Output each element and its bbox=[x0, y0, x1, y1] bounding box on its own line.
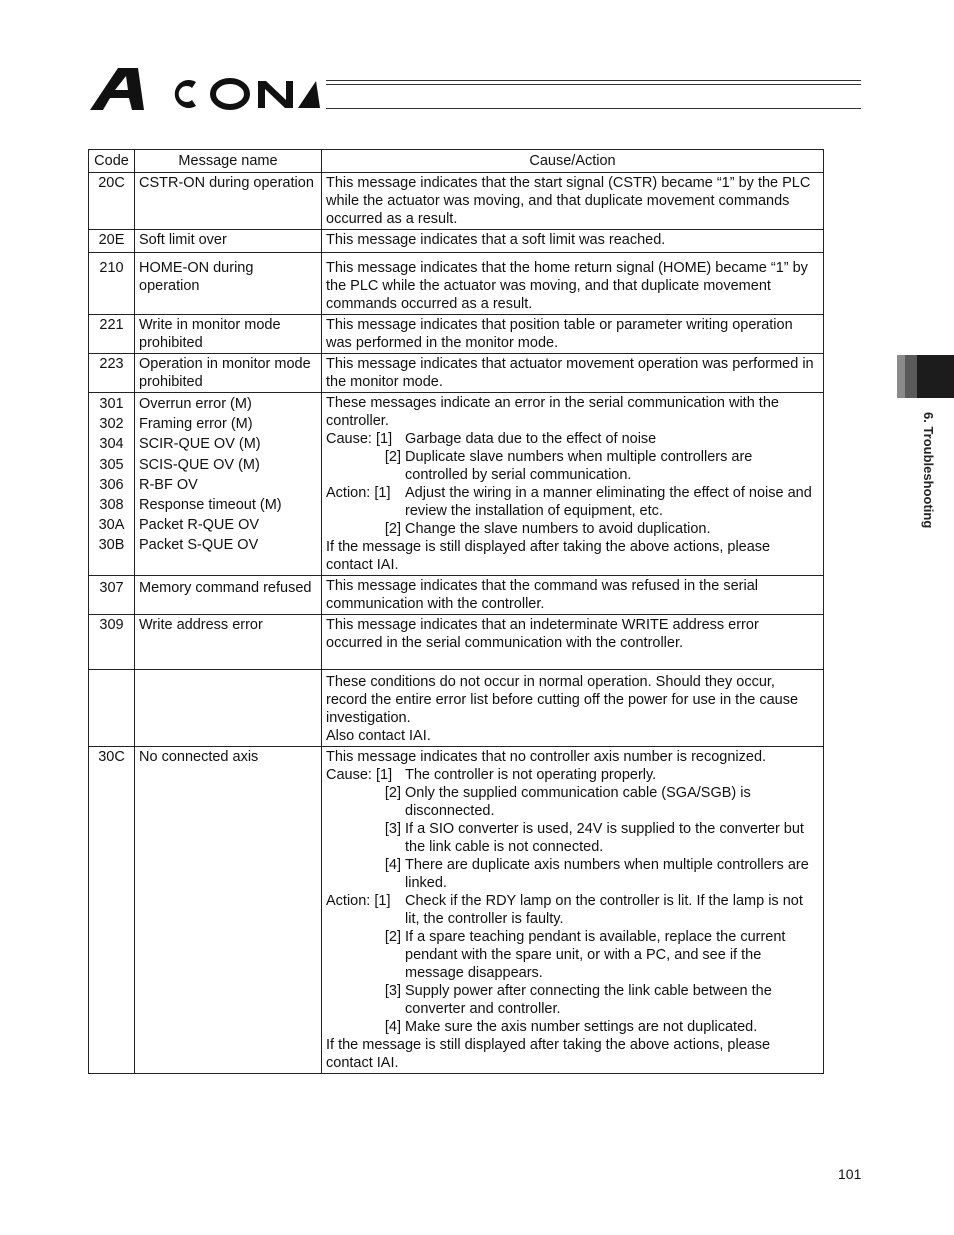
row-code: 210 bbox=[89, 253, 135, 315]
action-line bbox=[326, 484, 819, 520]
name-item: R-BF OV bbox=[139, 476, 198, 493]
row-cause: This message indicates that an indeterminate WRITE address error occurred in the serial communication with the controller. bbox=[322, 615, 824, 670]
header-code: Code bbox=[89, 150, 135, 173]
code-item: 306 bbox=[99, 476, 124, 493]
row-code: 20E bbox=[89, 230, 135, 253]
cause-label bbox=[326, 766, 405, 784]
header-rule-2 bbox=[326, 84, 861, 85]
row-name: Operation in monitor mode prohibited bbox=[135, 354, 322, 393]
name-item: Packet S-QUE OV bbox=[139, 537, 259, 554]
action-text: Supply power after connecting the link cable between the converter and controller. bbox=[405, 983, 772, 1017]
table-row bbox=[89, 354, 824, 393]
side-tab-marker-dark bbox=[917, 355, 954, 398]
action-text: Make sure the axis number settings are not duplicated. bbox=[405, 1019, 758, 1035]
header-rule-3 bbox=[326, 108, 861, 109]
cause-line bbox=[326, 430, 819, 448]
label-text: Cause: bbox=[326, 767, 372, 783]
serial-cause bbox=[322, 393, 824, 576]
row-cause: This message indicates that actuator movement operation was performed in the monitor mode. bbox=[322, 354, 824, 393]
code-item: 305 bbox=[99, 456, 124, 473]
item-number: [4] bbox=[384, 1019, 401, 1035]
action-text: Change the slave numbers to avoid duplication. bbox=[405, 521, 711, 537]
item-number: [1] bbox=[375, 431, 393, 447]
name-item: Packet R-QUE OV bbox=[139, 517, 260, 534]
table-header-row bbox=[89, 150, 824, 173]
table-row bbox=[89, 230, 824, 253]
action-line bbox=[326, 520, 819, 538]
row-note bbox=[322, 670, 824, 747]
acon-logo bbox=[88, 62, 328, 114]
name-item: Framing error (M) bbox=[139, 416, 253, 433]
side-tab-marker-mid bbox=[905, 355, 917, 398]
row-code: 309 bbox=[89, 615, 135, 670]
cause-text: Garbage data due to the effect of noise bbox=[405, 431, 657, 447]
row-name: Memory command refused bbox=[135, 576, 322, 615]
item-number: [3] bbox=[384, 983, 401, 999]
code-item: 304 bbox=[99, 436, 124, 453]
error-code-table bbox=[88, 149, 824, 1074]
action-label bbox=[326, 484, 405, 520]
code-item: 30A bbox=[98, 517, 125, 534]
intro-text: This message indicates that no controller axis number is recognized. bbox=[326, 749, 767, 765]
header-cause-action: Cause/Action bbox=[322, 150, 824, 173]
item-number: [1] bbox=[374, 485, 391, 501]
cause-text: Only the supplied communication cable (SGA/SGB) is disconnected. bbox=[405, 785, 751, 819]
code-item: 301 bbox=[99, 396, 124, 412]
item-number: [3] bbox=[384, 821, 401, 837]
row-cause: This message indicates that the home return signal (HOME) became “1” by the PLC while the actuator was moving, and that duplicate movement commands occurred as a result. bbox=[322, 253, 824, 315]
header-rule-1 bbox=[326, 80, 861, 81]
name-item: SCIS-QUE OV (M) bbox=[139, 456, 260, 473]
side-tab-label: 6. Troubleshooting bbox=[921, 412, 936, 529]
cause-label bbox=[326, 430, 405, 448]
row-name: Write in monitor mode prohibited bbox=[135, 315, 322, 354]
item-number: [1] bbox=[375, 767, 393, 783]
label-text: Action: bbox=[326, 893, 371, 909]
item-number: [1] bbox=[374, 893, 391, 909]
action-text: Adjust the wiring in a manner eliminating the effect of noise and review the installation of equipment, etc. bbox=[405, 485, 812, 519]
table-row bbox=[89, 253, 824, 315]
name-item: Overrun error (M) bbox=[139, 396, 252, 412]
cause-line bbox=[326, 820, 819, 856]
name-item: Response timeout (M) bbox=[139, 497, 282, 514]
action-line bbox=[326, 982, 819, 1018]
serial-names bbox=[135, 393, 322, 576]
action-text: Check if the RDY lamp on the controller is lit. If the lamp is not lit, the controller is faulty. bbox=[405, 893, 803, 927]
name-item: SCIR-QUE OV (M) bbox=[139, 436, 261, 453]
table-row bbox=[89, 747, 824, 1074]
row-name: CSTR-ON during operation bbox=[135, 173, 322, 230]
row-code: 221 bbox=[89, 315, 135, 354]
action-text: If a spare teaching pendant is available, replace the current pendant with the spare unit, or with a PC, and see if the message disappears. bbox=[405, 929, 786, 981]
header-message-name: Message name bbox=[135, 150, 322, 173]
cause-text: If a SIO converter is used, 24V is supplied to the converter but the link cable is not connected. bbox=[405, 821, 804, 855]
cause-line bbox=[326, 856, 819, 892]
table-row bbox=[89, 315, 824, 354]
label-text: Action: bbox=[326, 485, 371, 501]
row-cause bbox=[322, 747, 824, 1074]
row-name: HOME-ON during operation bbox=[135, 253, 322, 315]
cause-line bbox=[326, 766, 819, 784]
row-name-empty bbox=[135, 670, 322, 747]
table-row bbox=[89, 173, 824, 230]
table-row bbox=[89, 576, 824, 615]
cause-line bbox=[326, 784, 819, 820]
note-text: These conditions do not occur in normal operation. Should they occur, record the entire error list before cutting off the power for use in the cause investigation. bbox=[326, 674, 799, 726]
row-cause: This message indicates that the command was refused in the serial communication with the controller. bbox=[322, 576, 824, 615]
outro-text: If the message is still displayed after taking the above actions, please contact IAI. bbox=[326, 539, 771, 573]
action-label bbox=[326, 892, 405, 928]
table-row-note bbox=[89, 670, 824, 747]
table-row-serial-group bbox=[89, 393, 824, 576]
row-code: 307 bbox=[89, 576, 135, 615]
action-line bbox=[326, 1018, 819, 1036]
row-name: Write address error bbox=[135, 615, 322, 670]
cause-text: Duplicate slave numbers when multiple controllers are controlled by serial communication. bbox=[405, 449, 753, 483]
row-name: Soft limit over bbox=[135, 230, 322, 253]
outro-text: If the message is still displayed after taking the above actions, please contact IAI. bbox=[326, 1037, 771, 1071]
item-number: [2] bbox=[384, 785, 401, 801]
page-number: 101 bbox=[838, 1166, 862, 1182]
row-cause: This message indicates that the start signal (CSTR) became “1” by the PLC while the actuator was moving, and that duplicate movement commands occurred as a result. bbox=[322, 173, 824, 230]
cause-text: The controller is not operating properly. bbox=[405, 767, 657, 783]
table-row bbox=[89, 615, 824, 670]
cause-text: There are duplicate axis numbers when multiple controllers are linked. bbox=[405, 857, 809, 891]
item-number: [2] bbox=[384, 449, 401, 465]
row-cause: This message indicates that position table or parameter writing operation was performed in the monitor mode. bbox=[322, 315, 824, 354]
row-name: No connected axis bbox=[135, 747, 322, 1074]
intro-text: These messages indicate an error in the serial communication with the controller. bbox=[326, 395, 779, 429]
code-item: 30B bbox=[98, 537, 125, 554]
row-code-empty bbox=[89, 670, 135, 747]
row-cause: This message indicates that a soft limit was reached. bbox=[322, 230, 824, 253]
row-code: 30C bbox=[89, 747, 135, 1074]
action-line bbox=[326, 928, 819, 982]
label-text: Cause: bbox=[326, 431, 372, 447]
row-code: 20C bbox=[89, 173, 135, 230]
item-number: [4] bbox=[384, 857, 401, 873]
serial-codes bbox=[89, 393, 135, 576]
row-code: 223 bbox=[89, 354, 135, 393]
cause-line bbox=[326, 448, 819, 484]
code-item: 308 bbox=[99, 497, 124, 514]
note-text-2: Also contact IAI. bbox=[326, 728, 431, 744]
item-number: [2] bbox=[384, 521, 401, 537]
item-number: [2] bbox=[384, 929, 401, 945]
code-item: 302 bbox=[99, 416, 124, 433]
action-line bbox=[326, 892, 819, 928]
